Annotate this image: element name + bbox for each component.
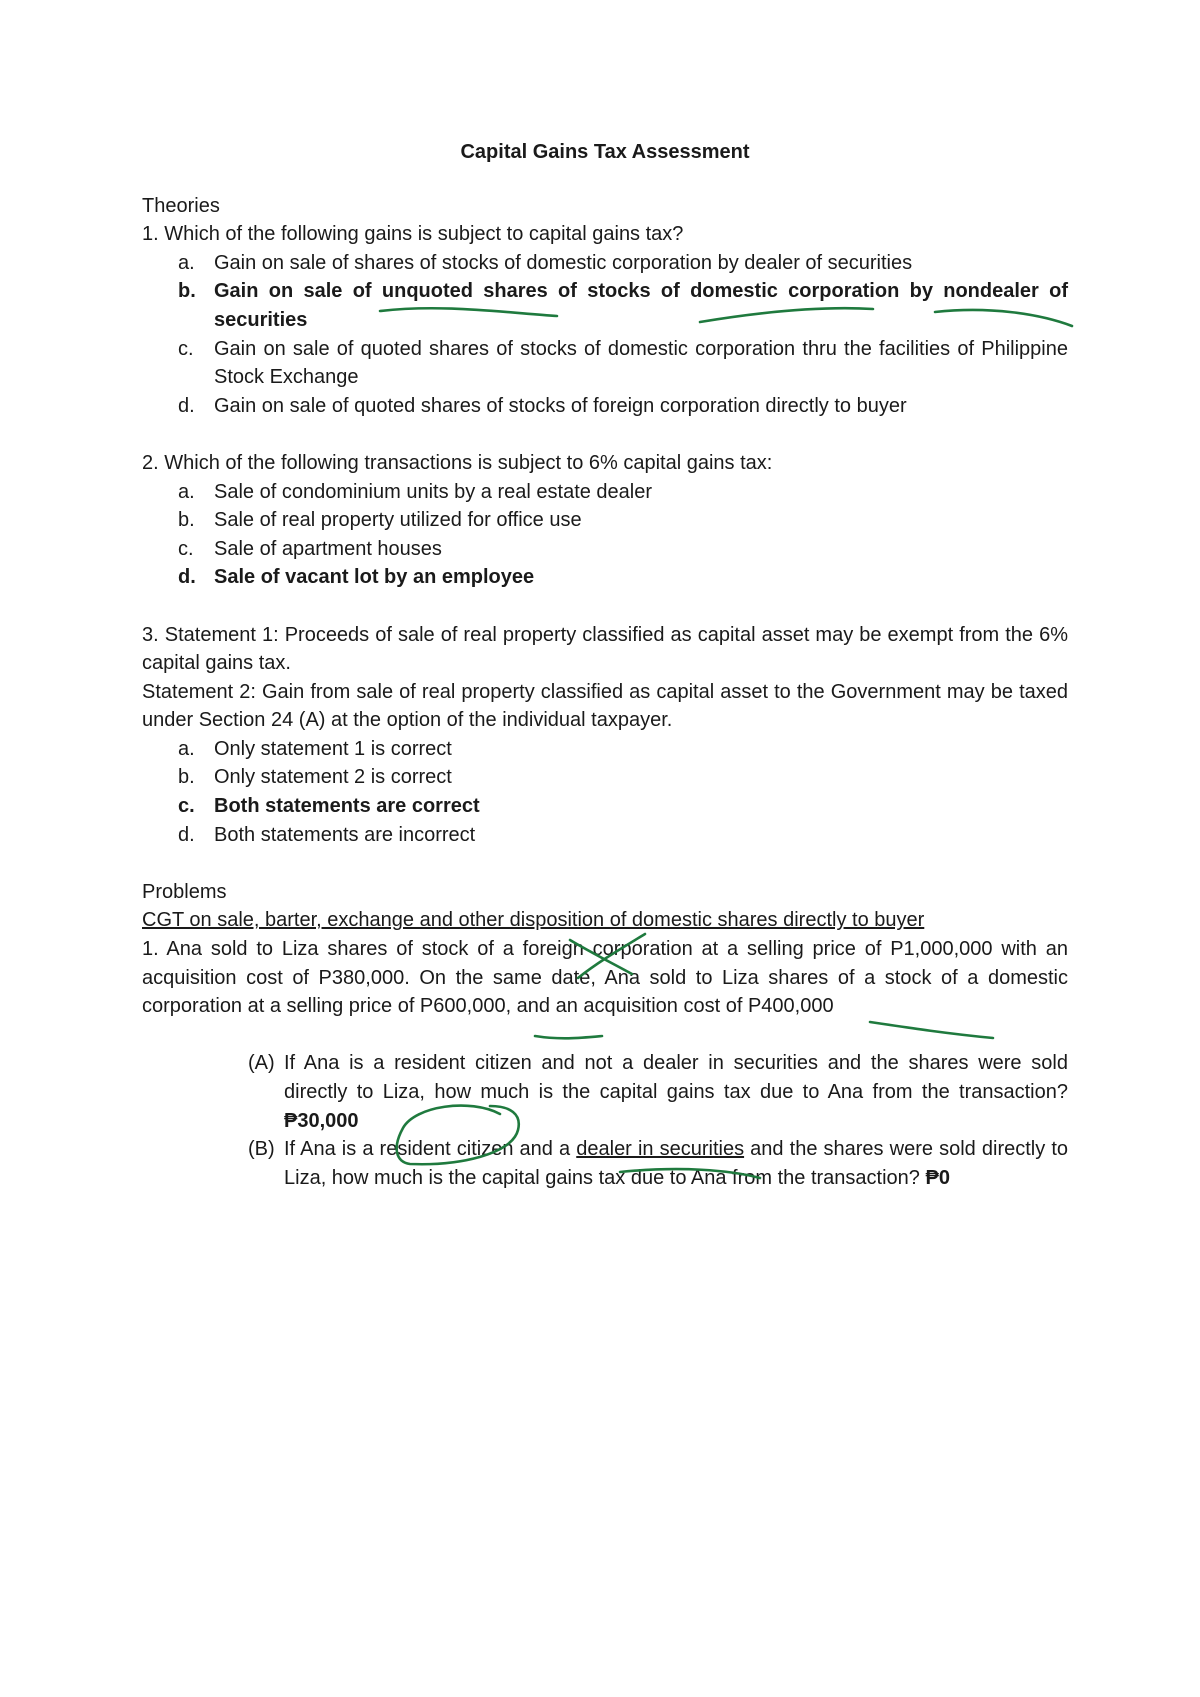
option-answer: b. Gain on sale of unquoted shares of stocks of domestic corporation by nondealer of securities	[178, 280, 1068, 331]
option: c. Gain on sale of quoted shares of stocks of domestic corporation thru the facilities of Philippine Stock Exchange	[178, 337, 1068, 389]
question-1: 1. Which of the following gains is subject to capital gains tax?	[142, 223, 684, 246]
question-2: 2. Which of the following transactions is subject to 6% capital gains tax:	[142, 451, 773, 474]
problem-part-b: (B) If Ana is a resident citizen and a dealer in securities and the shares were sold directly to Liza, how much is the capital gains tax due to Ana from the transaction? ₱0	[248, 1138, 1068, 1189]
problem-part-a: (A) If Ana is a resident citizen and not a dealer in securities and the shares were sold directly to Liza, how much is the capital gains tax due to Ana from the transaction? ₱30,000	[248, 1052, 1068, 1132]
document-page	[142, 138, 1068, 1192]
problem-1-text: 1. Ana sold to Liza shares of stock of a foreign corporation at a selling price of P1,000,000 with an acquisition cost of P380,000. On the same date, Ana sold to Liza shares of a stock of a domestic corporation at a selling price of P600,000, and an acquisition cost of P400,000	[142, 938, 1068, 1018]
problem-1-parts	[142, 1049, 1068, 1192]
option: a. Gain on sale of shares of stocks of domestic corporation by dealer of securities	[178, 251, 913, 274]
option: a. Only statement 1 is correct	[178, 737, 452, 760]
problems-subheading: CGT on sale, barter, exchange and other disposition of domestic shares directly to buyer	[142, 909, 925, 932]
option: d. Both statements are incorrect	[178, 823, 476, 846]
question-3: 3. Statement 1: Proceeds of sale of real property classified as capital asset may be exempt from the 6% capital gains tax.	[142, 623, 1068, 675]
question-2-options	[142, 478, 1068, 592]
option: b. Sale of real property utilized for office use	[178, 509, 582, 532]
option: c. Sale of apartment houses	[178, 537, 442, 560]
answer-b: ₱0	[925, 1166, 950, 1189]
question-3-statement-2: Statement 2: Gain from sale of real property classified as capital asset to the Government may be taxed under Section 24 (A) at the option of the individual taxpayer.	[142, 680, 1068, 732]
theories-heading: Theories	[142, 194, 220, 217]
option-answer: d. Sale of vacant lot by an employee	[178, 566, 535, 589]
answer-a: ₱30,000	[284, 1109, 359, 1132]
question-1-options	[142, 249, 1068, 421]
option-answer: c. Both statements are correct	[178, 795, 480, 818]
option: a. Sale of condominium units by a real estate dealer	[178, 480, 653, 503]
problems-heading: Problems	[142, 880, 227, 903]
option: d. Gain on sale of quoted shares of stocks of foreign corporation directly to buyer	[178, 394, 907, 417]
document-title: Capital Gains Tax Assessment	[460, 141, 750, 163]
question-3-options	[142, 735, 1068, 849]
option: b. Only statement 2 is correct	[178, 766, 452, 789]
